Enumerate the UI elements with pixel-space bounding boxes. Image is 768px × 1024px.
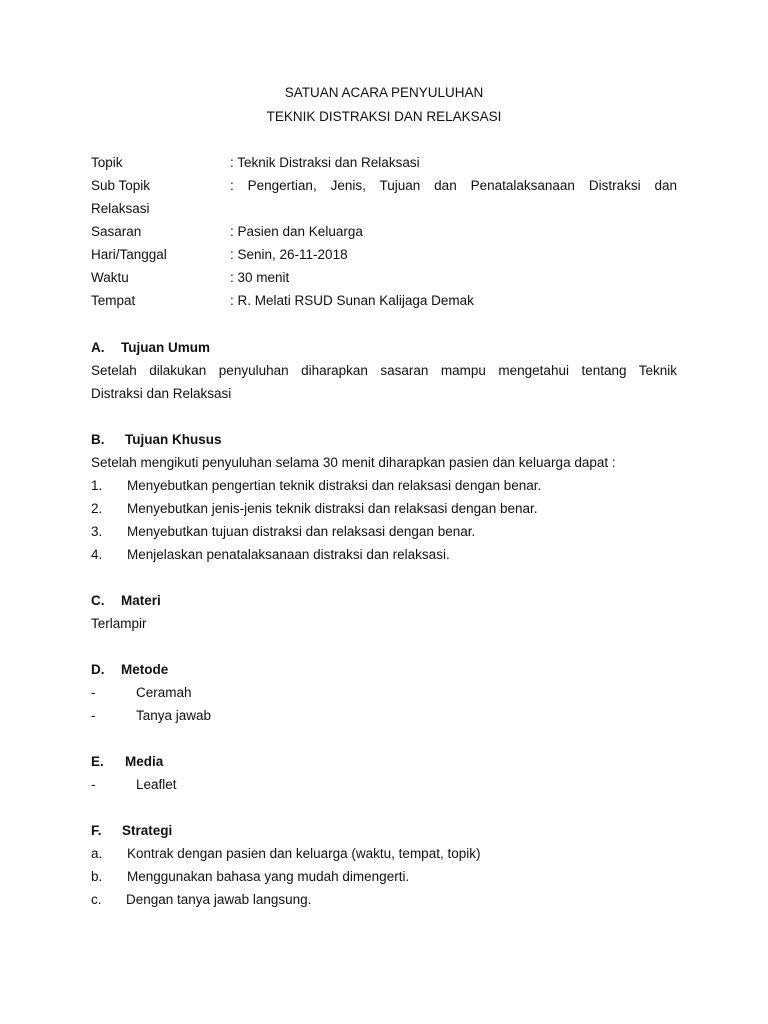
tempat-value: : R. Melati RSUD Sunan Kalijaga Demak bbox=[230, 293, 474, 308]
subtopik-value: : Pengertian, Jenis, Tujuan dan Penatalaksanaan Distraksi dan bbox=[230, 178, 677, 193]
section-f-item-text: Menggunakan bahasa yang mudah dimengerti. bbox=[127, 869, 410, 884]
section-b-item-text: Menyebutkan jenis-jenis teknik distraksi dan relaksasi dengan benar. bbox=[127, 501, 538, 516]
section-f-item-letter: a. bbox=[91, 846, 103, 861]
section-f-item-text: Dengan tanya jawab langsung. bbox=[126, 892, 312, 907]
section-e-letter: E. bbox=[91, 754, 104, 769]
section-d-item-text: Ceramah bbox=[136, 685, 192, 700]
document-title-line2: TEKNIK DISTRAKSI DAN RELAKSASI bbox=[266, 109, 502, 124]
tempat-label: Tempat bbox=[91, 293, 136, 308]
subtopik-label: Sub Topik bbox=[91, 178, 151, 193]
section-b-intro: Setelah mengikuti penyuluhan selama 30 menit diharapkan pasien dan keluarga dapat : bbox=[91, 455, 616, 470]
topik-label: Topik bbox=[91, 155, 123, 170]
section-c-text: Terlampir bbox=[91, 616, 147, 631]
section-a-text-line2: Distraksi dan Relaksasi bbox=[91, 386, 232, 401]
section-f-item-letter: c. bbox=[91, 892, 102, 907]
section-a-heading: Tujuan Umum bbox=[121, 340, 210, 355]
section-d-item-dash: - bbox=[91, 685, 96, 700]
waktu-label: Waktu bbox=[91, 270, 129, 285]
subtopik-continuation: Relaksasi bbox=[91, 201, 150, 216]
section-b-item-text: Menyebutkan tujuan distraksi dan relaksasi dengan benar. bbox=[127, 524, 476, 539]
section-b-letter: B. bbox=[91, 432, 105, 447]
section-b-item-text: Menjelaskan penatalaksanaan distraksi dan relaksasi. bbox=[127, 547, 450, 562]
sasaran-label: Sasaran bbox=[91, 224, 142, 239]
section-e-item-text: Leaflet bbox=[136, 777, 177, 792]
section-a-text-line1: Setelah dilakukan penyuluhan diharapkan sasaran mampu mengetahui tentang Teknik bbox=[91, 363, 677, 378]
section-e-heading: Media bbox=[125, 754, 164, 769]
section-f-letter: F. bbox=[91, 823, 102, 838]
section-b-item-number: 3. bbox=[91, 524, 103, 539]
hari-tanggal-value: : Senin, 26-11-2018 bbox=[230, 247, 348, 262]
section-f-heading: Strategi bbox=[122, 823, 173, 838]
section-d-item-dash: - bbox=[91, 708, 96, 723]
section-f-item-letter: b. bbox=[91, 869, 103, 884]
section-b-item-number: 4. bbox=[91, 547, 103, 562]
section-e-item-dash: - bbox=[91, 777, 96, 792]
section-c-heading: Materi bbox=[121, 593, 161, 608]
section-b-item-number: 1. bbox=[91, 478, 103, 493]
document-title-line1: SATUAN ACARA PENYULUHAN bbox=[284, 85, 484, 100]
section-c-letter: C. bbox=[91, 593, 105, 608]
section-b-heading: Tujuan Khusus bbox=[125, 432, 222, 447]
sasaran-value: : Pasien dan Keluarga bbox=[230, 224, 363, 239]
section-b-item-number: 2. bbox=[91, 501, 103, 516]
topik-value: : Teknik Distraksi dan Relaksasi bbox=[230, 155, 420, 170]
section-b-item-text: Menyebutkan pengertian teknik distraksi dan relaksasi dengan benar. bbox=[127, 478, 542, 493]
section-d-item-text: Tanya jawab bbox=[136, 708, 212, 723]
section-d-heading: Metode bbox=[121, 662, 169, 677]
waktu-value: : 30 menit bbox=[230, 270, 290, 285]
section-d-letter: D. bbox=[91, 662, 105, 677]
section-a-letter: A. bbox=[91, 340, 105, 355]
section-f-item-text: Kontrak dengan pasien dan keluarga (waktu, tempat, topik) bbox=[127, 846, 481, 861]
hari-tanggal-label: Hari/Tanggal bbox=[91, 247, 167, 262]
